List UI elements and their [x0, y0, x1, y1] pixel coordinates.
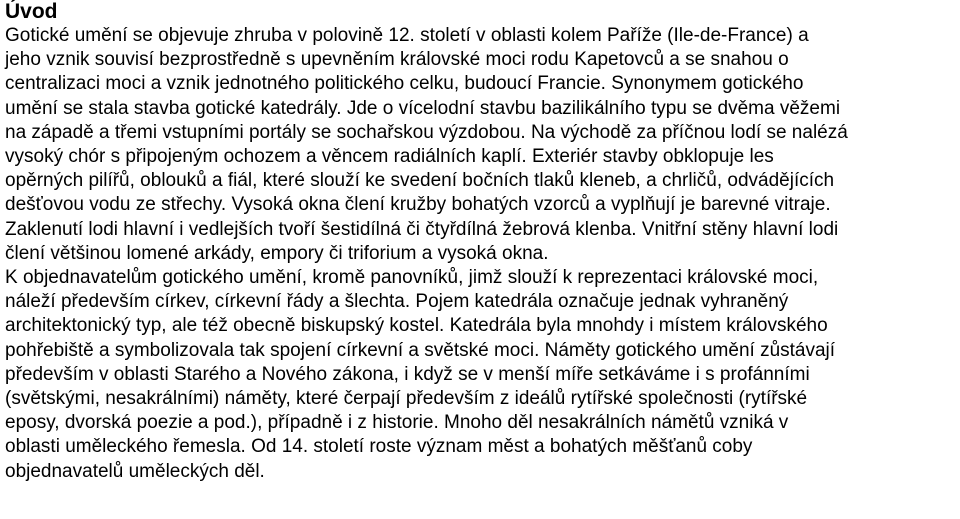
text-line: náleží především církev, církevní řády a šlechta. Pojem katedrála označuje jednak vyhraněný: [5, 291, 789, 313]
text-line: eposy, dvorská poezie a pod.), případně i z historie. Mnoho děl nesakrálních námětů vzniká v: [5, 412, 789, 434]
section-heading: Úvod: [5, 0, 58, 23]
text-line: pohřebiště a symbolizovala tak spojení církevní a světské moci. Náměty gotického umění zůstávají: [5, 339, 836, 361]
text-line: člení většinou lomené arkády, empory či triforium a vysoká okna.: [5, 242, 549, 264]
document-body: [5, 0, 955, 484]
paragraph-intro: [5, 24, 955, 266]
text-line: dešťovou vodu ze střechy. Vysoká okna člení kružby bohatých vzorců a vyplňují je barevné vitraje.: [5, 194, 831, 216]
text-line: Zaklenutí lodi hlavní i vedlejších tvoří šestidílná či čtyřdílná žebrová klenba. Vnitřní stěny hlavní lodi: [5, 218, 839, 240]
paragraph-patrons: [5, 266, 955, 484]
text-line: jeho vznik souvisí bezprostředně s upevněním královské moci rodu Kapetovců a se snahou o: [5, 49, 789, 71]
text-line: K objednavatelům gotického umění, kromě panovníků, jimž slouží k reprezentaci královské moci,: [5, 267, 819, 289]
text-line: (světskými, nesakrálními) náměty, které čerpají především z ideálů rytířské společnosti (rytířské: [5, 388, 808, 410]
text-line: umění se stala stavba gotické katedrály. Jde o vícelodní stavbu bazilikálního typu se dvěma věžemi: [5, 97, 841, 119]
text-line: vysoký chór s připojeným ochozem a věncem radiálních kaplí. Exteriér stavby obklopuje les: [5, 146, 774, 168]
text-line: na západě a třemi vstupními portály se sochařskou výzdobou. Na východě za příčnou lodí se nalézá: [5, 121, 848, 143]
text-line: opěrných pilířů, oblouků a fiál, které slouží ke svedení bočních tlaků kleneb, a chrličů, odvádějících: [5, 170, 835, 192]
text-line: Gotické umění se objevuje zhruba v polovině 12. století v oblasti kolem Paříže (Ile-de-France) a: [5, 25, 809, 46]
text-line: především v oblasti Starého a Nového zákona, i když se v menší míře setkáváme i s profánními: [5, 363, 810, 385]
text-line: objednavatelů uměleckých děl.: [5, 460, 265, 482]
text-line: oblasti uměleckého řemesla. Od 14. století roste význam měst a bohatých měšťanů coby: [5, 436, 753, 458]
text-line: centralizaci moci a vznik jednotného politického celku, budoucí Francie. Synonymem gotického: [5, 73, 804, 95]
text-line: architektonický typ, ale též obecně biskupský kostel. Katedrála byla mnohdy i místem královského: [5, 315, 828, 337]
